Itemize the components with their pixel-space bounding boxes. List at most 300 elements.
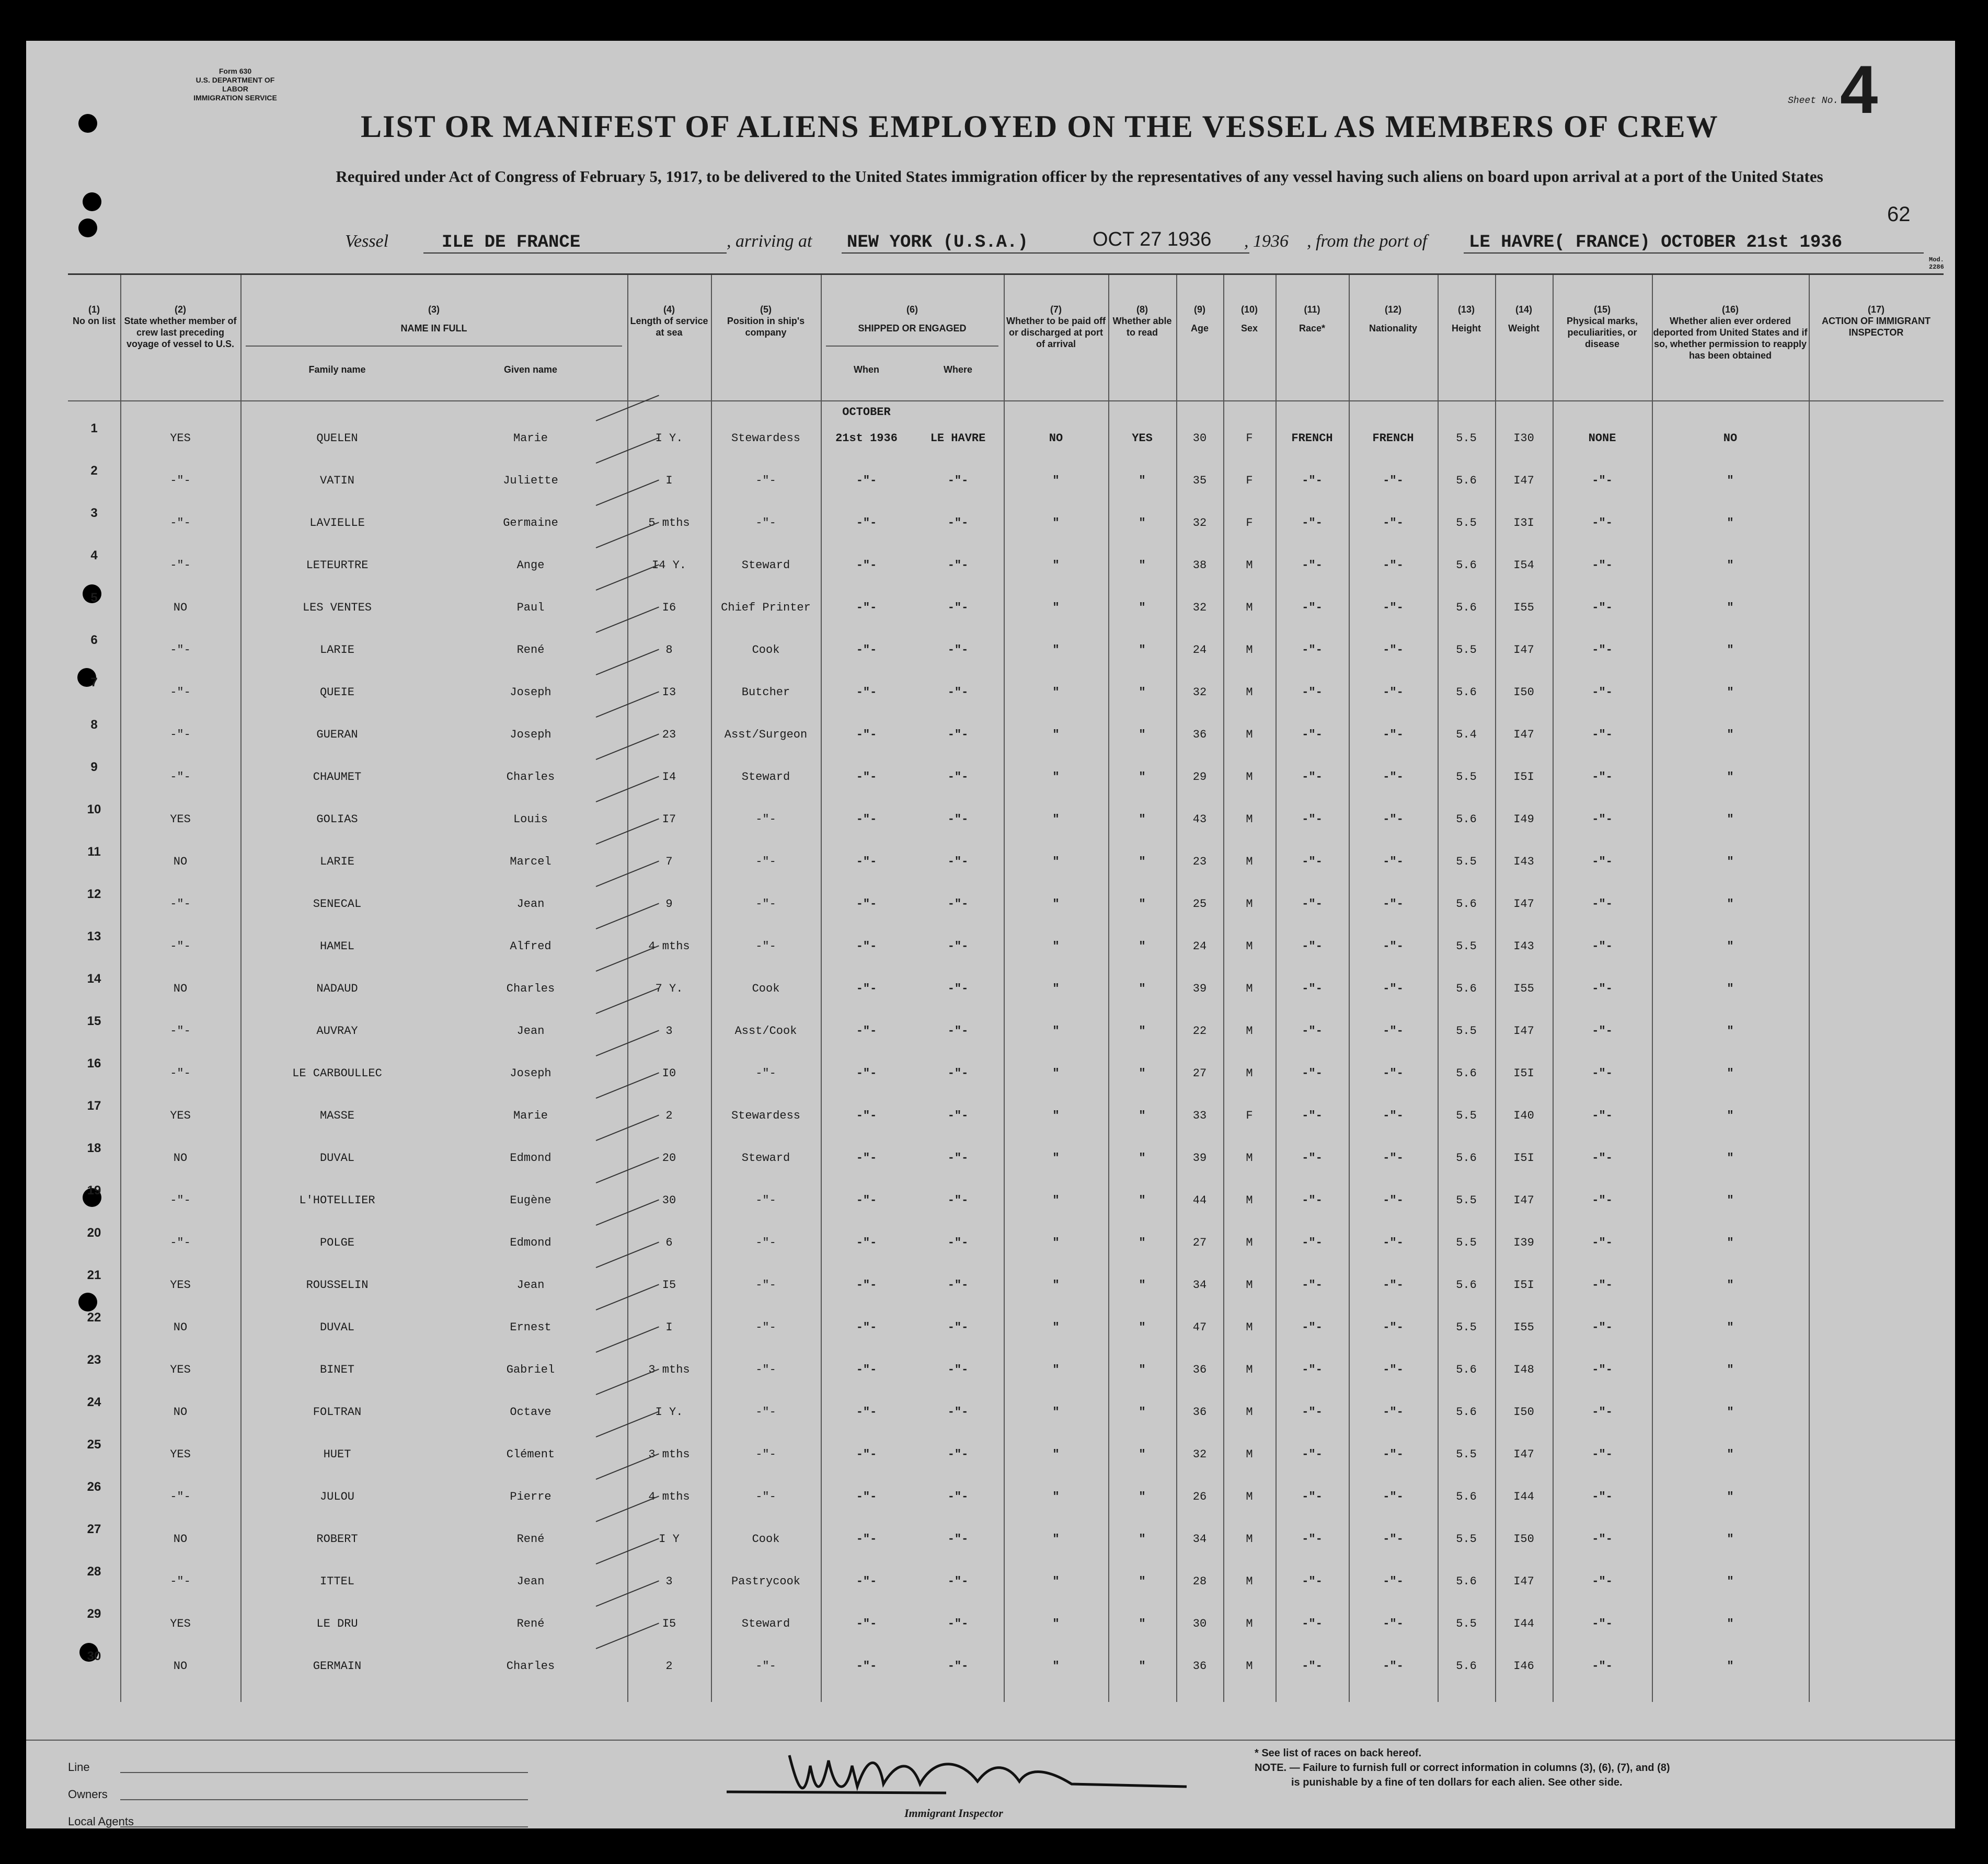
cell-sex: M (1246, 1025, 1253, 1038)
cell-family: QUEIE (319, 686, 354, 699)
cell-paid-off-ditto: " (1052, 898, 1060, 911)
cell-paid-off-ditto: " (1052, 1363, 1060, 1376)
cell-nationality-ditto: -"- (1383, 898, 1404, 911)
cell-marks-ditto: -"- (1592, 1533, 1613, 1546)
cell-paid-off-ditto: " (1052, 728, 1060, 741)
cell-service: 3 mths (648, 1448, 690, 1461)
cell-given: Joseph (510, 728, 551, 741)
cell-sex: M (1246, 855, 1253, 868)
cell-family: HUET (323, 1448, 351, 1461)
cell-deported-ditto: " (1727, 728, 1734, 741)
cell-paid-off-ditto: " (1052, 516, 1060, 530)
header-name: (3) NAME IN FULL (400, 304, 467, 333)
cell-marks-ditto: -"- (1592, 1406, 1613, 1419)
cell-nationality-ditto: -"- (1383, 559, 1404, 572)
cell-where-ditto: -"- (947, 474, 969, 487)
cell-weight: I44 (1513, 1617, 1534, 1630)
cell-position: Chief Printer (721, 601, 811, 614)
cell-race-ditto: -"- (1302, 1152, 1323, 1165)
cell-nationality-ditto: -"- (1383, 728, 1404, 741)
cell-service: 6 (665, 1236, 673, 1249)
cell-service: 4 mths (648, 940, 690, 953)
cell-family: VATIN (319, 474, 354, 487)
cell-family: BINET (319, 1363, 354, 1376)
cell-age: 28 (1192, 1575, 1207, 1588)
cell-where-ditto: -"- (947, 898, 969, 911)
cell-height: 5.5 (1456, 855, 1477, 868)
cell-position: -"- (755, 855, 776, 868)
cell-weight: I48 (1513, 1363, 1534, 1376)
header-shipped: (6) SHIPPED OR ENGAGED (858, 304, 967, 333)
cell-nationality-ditto: -"- (1383, 1321, 1404, 1334)
cell-height: 5.5 (1456, 1533, 1477, 1546)
cell-no: 23 (87, 1353, 101, 1367)
cell-deported: NO (1723, 432, 1738, 445)
form-number: Form 630 (219, 67, 252, 75)
cell-position: -"- (755, 474, 776, 487)
cell-sex: M (1246, 1067, 1253, 1080)
cell-when-ditto: -"- (856, 770, 877, 784)
cell-race-ditto: -"- (1302, 728, 1323, 741)
cell-nationality-ditto: -"- (1383, 1448, 1404, 1461)
cell-nationality-ditto: -"- (1383, 813, 1404, 826)
cell-prev: YES (170, 813, 191, 826)
cell-no: 4 (90, 548, 98, 562)
cell-position: -"- (755, 898, 776, 911)
cell-no: 17 (87, 1099, 101, 1113)
cell-given: Charles (506, 1660, 555, 1673)
cell-when-ditto: -"- (856, 1025, 877, 1038)
header-position: (5) Position in ship's company (727, 304, 805, 338)
cell-height: 5.6 (1456, 1406, 1477, 1419)
cell-weight: I3I (1513, 516, 1534, 530)
cell-read-ditto: " (1139, 1321, 1146, 1334)
cell-paid-off-ditto: " (1052, 1617, 1060, 1630)
cell-given: Juliette (503, 474, 558, 487)
punch-hole (83, 192, 101, 211)
cell-service: 5 mths (648, 516, 690, 530)
cell-marks: NONE (1588, 432, 1616, 445)
cell-position: -"- (755, 1406, 776, 1419)
cell-sex: M (1246, 1279, 1253, 1292)
cell-marks-ditto: -"- (1592, 728, 1613, 741)
cell-race-ditto: -"- (1302, 1236, 1323, 1249)
cell-sex: M (1246, 1617, 1253, 1630)
cell-marks-ditto: -"- (1592, 770, 1613, 784)
cell-race-ditto: -"- (1302, 1279, 1323, 1292)
cell-where-ditto: -"- (947, 1025, 969, 1038)
cell-age: 32 (1192, 686, 1207, 699)
cell-marks-ditto: -"- (1592, 1575, 1613, 1588)
cell-service: 20 (662, 1152, 676, 1165)
cell-age: 44 (1192, 1194, 1207, 1207)
cell-prev: -"- (170, 559, 191, 572)
cell-paid-off-ditto: " (1052, 1067, 1060, 1080)
cell-where-ditto: -"- (947, 1152, 969, 1165)
cell-no: 21 (87, 1268, 101, 1282)
cell-height: 5.6 (1456, 559, 1477, 572)
cell-weight: I46 (1513, 1660, 1534, 1673)
cell-height: 5.5 (1456, 1236, 1477, 1249)
cell-read-ditto: " (1139, 1363, 1146, 1376)
cell-age: 25 (1192, 898, 1207, 911)
cell-race-ditto: -"- (1302, 1067, 1323, 1080)
sheet-number-label: Sheet No. (1788, 96, 1839, 106)
cell-weight: I5I (1513, 770, 1534, 784)
cell-when-ditto: -"- (856, 1152, 877, 1165)
cell-prev: -"- (170, 516, 191, 530)
cell-family: HAMEL (319, 940, 354, 953)
cell-given: Charles (506, 770, 555, 784)
cell-prev: YES (170, 1617, 191, 1630)
cell-family: GOLIAS (316, 813, 358, 826)
cell-marks-ditto: -"- (1592, 601, 1613, 614)
cell-position: -"- (755, 813, 776, 826)
punch-hole (78, 114, 97, 133)
cell-paid-off-ditto: " (1052, 686, 1060, 699)
cell-weight: I47 (1513, 1575, 1534, 1588)
cell-position: -"- (755, 1660, 776, 1673)
cell-deported-ditto: " (1727, 643, 1734, 657)
cell-sex: M (1246, 1321, 1253, 1334)
cell-paid-off-ditto: " (1052, 1194, 1060, 1207)
cell-age: 32 (1192, 516, 1207, 530)
cell-given: Paul (516, 601, 545, 614)
cell-race-ditto: -"- (1302, 1490, 1323, 1503)
cell-no: 8 (90, 718, 98, 732)
cell-weight: I43 (1513, 940, 1534, 953)
cell-read-ditto: " (1139, 1025, 1146, 1038)
cell-weight: I55 (1513, 982, 1534, 995)
cell-sex: M (1246, 601, 1253, 614)
cell-position: Asst/Surgeon (724, 728, 808, 741)
cell-marks-ditto: -"- (1592, 1448, 1613, 1461)
cell-given: Ange (516, 559, 545, 572)
cell-race-ditto: -"- (1302, 516, 1323, 530)
cell-sex: M (1246, 1490, 1253, 1503)
cell-age: 36 (1192, 1363, 1207, 1376)
cell-age: 39 (1192, 1152, 1207, 1165)
cell-age: 39 (1192, 982, 1207, 995)
page-title: LIST OR MANIFEST OF ALIENS EMPLOYED ON THE VESSEL AS MEMBERS OF CREW (361, 109, 1719, 144)
cell-deported-ditto: " (1727, 1025, 1734, 1038)
cell-deported-ditto: " (1727, 770, 1734, 784)
cell-paid-off-ditto: " (1052, 1279, 1060, 1292)
cell-sex: M (1246, 1194, 1253, 1207)
cell-read-ditto: " (1139, 982, 1146, 995)
cell-nationality: FRENCH (1372, 432, 1414, 445)
cell-when-ditto: -"- (856, 1406, 877, 1419)
cell-weight: I55 (1513, 601, 1534, 614)
cell-weight: I43 (1513, 855, 1534, 868)
cell-sex: M (1246, 1660, 1253, 1673)
cell-paid-off-ditto: " (1052, 855, 1060, 868)
cell-nationality-ditto: -"- (1383, 1490, 1404, 1503)
cell-marks-ditto: -"- (1592, 982, 1613, 995)
cell-position: Butcher (741, 686, 790, 699)
cell-no: 12 (87, 887, 101, 901)
page-subtitle: Required under Act of Congress of February 5, 1917, to be delivered to the United States immigration officer by the representatives of any vessel having such aliens on board upon arrival at a port of the United States (336, 167, 1823, 186)
cell-service: 4 mths (648, 1490, 690, 1503)
cell-given: Alfred (510, 940, 551, 953)
cell-position: -"- (755, 1321, 776, 1334)
cell-height: 5.6 (1456, 898, 1477, 911)
cell-given: René (516, 1617, 545, 1630)
cell-position: -"- (755, 1279, 776, 1292)
cell-prev: YES (170, 1363, 191, 1376)
cell-position: Cook (752, 982, 780, 995)
header-prev-voyage: (2) State whether member of crew last preceding voyage of vessel to U.S. (124, 304, 237, 349)
cell-where-ditto: -"- (947, 1490, 969, 1503)
cell-given: Marie (513, 432, 548, 445)
cell-when-ditto: -"- (856, 1533, 877, 1546)
from-label: , from the port of (1307, 232, 1428, 251)
cell-nationality-ditto: -"- (1383, 1575, 1404, 1588)
cell-nationality-ditto: -"- (1383, 1194, 1404, 1207)
cell-height: 5.5 (1456, 1194, 1477, 1207)
header-height: (13) Height (1452, 304, 1481, 333)
header-nationality: (12) Nationality (1369, 304, 1417, 333)
cell-when-month: OCTOBER (842, 406, 891, 419)
cell-read-ditto: " (1139, 559, 1146, 572)
cell-paid-off: NO (1049, 432, 1063, 445)
cell-where-ditto: -"- (947, 940, 969, 953)
cell-when-ditto: -"- (856, 1363, 877, 1376)
cell-sex: M (1246, 1152, 1253, 1165)
cell-no: 9 (90, 760, 98, 774)
cell-given: René (516, 1533, 545, 1546)
cell-when-ditto: -"- (856, 601, 877, 614)
cell-family: ROUSSELIN (306, 1279, 369, 1292)
cell-service: 3 (665, 1575, 673, 1588)
cell-no: 18 (87, 1141, 101, 1155)
cell-service: 7 (665, 855, 673, 868)
cell-no: 27 (87, 1522, 101, 1536)
cell-prev: NO (173, 982, 188, 995)
cell-where-ditto: -"- (947, 1363, 969, 1376)
cell-height: 5.5 (1456, 1617, 1477, 1630)
cell-given: Gabriel (506, 1363, 555, 1376)
cell-when-ditto: -"- (856, 855, 877, 868)
cell-where-ditto: -"- (947, 1660, 969, 1673)
cell-service: I4 Y. (651, 559, 686, 572)
cell-read-ditto: " (1139, 686, 1146, 699)
crew-table (68, 273, 1944, 1702)
cell-family: SENECAL (313, 898, 362, 911)
cell-read-ditto: " (1139, 643, 1146, 657)
cell-sex: M (1246, 1533, 1253, 1546)
cell-weight: I5I (1513, 1067, 1534, 1080)
cell-race: FRENCH (1291, 432, 1333, 445)
cell-service: 30 (662, 1194, 676, 1207)
cell-nationality-ditto: -"- (1383, 1025, 1404, 1038)
cell-marks-ditto: -"- (1592, 559, 1613, 572)
header-deported: (16) Whether alien ever ordered deported from United States and if so, whether permission to reapply has been obtained (1653, 304, 1808, 361)
cell-deported-ditto: " (1727, 601, 1734, 614)
cell-age: 36 (1192, 1660, 1207, 1673)
cell-marks-ditto: -"- (1592, 1660, 1613, 1673)
cell-where-ditto: -"- (947, 728, 969, 741)
cell-prev: YES (170, 1279, 191, 1292)
cell-height: 5.5 (1456, 432, 1477, 445)
cell-height: 5.6 (1456, 1490, 1477, 1503)
cell-read-ditto: " (1139, 813, 1146, 826)
cell-race-ditto: -"- (1302, 813, 1323, 826)
cell-weight: I39 (1513, 1236, 1534, 1249)
cell-weight: I40 (1513, 1109, 1534, 1122)
cell-race-ditto: -"- (1302, 1448, 1323, 1461)
header-family-name: Family name (308, 364, 366, 375)
cell-when-ditto: -"- (856, 559, 877, 572)
cell-service: I (665, 1321, 673, 1334)
cell-given: Edmond (510, 1236, 551, 1249)
cell-service: I Y. (655, 1406, 683, 1419)
cell-race-ditto: -"- (1302, 1363, 1323, 1376)
cell-no: 29 (87, 1607, 101, 1621)
cell-given: Eugène (510, 1194, 551, 1207)
form-department: U.S. DEPARTMENT OF LABOR (196, 76, 275, 93)
cell-race-ditto: -"- (1302, 982, 1323, 995)
cell-height: 5.5 (1456, 1025, 1477, 1038)
cell-prev: -"- (170, 1067, 191, 1080)
cell-given: Marie (513, 1109, 548, 1122)
cell-service: I (665, 474, 673, 487)
cell-when-ditto: -"- (856, 940, 877, 953)
cell-when-ditto: -"- (856, 813, 877, 826)
cell-age: 27 (1192, 1236, 1207, 1249)
header-no: (1) No on list (73, 304, 116, 326)
cell-sex: M (1246, 770, 1253, 784)
cell-sex: M (1246, 813, 1253, 826)
cell-service: I5 (662, 1279, 676, 1292)
cell-weight: I49 (1513, 813, 1534, 826)
cell-when-ditto: -"- (856, 1279, 877, 1292)
cell-marks-ditto: -"- (1592, 940, 1613, 953)
footer-line-label: Line (68, 1761, 90, 1774)
cell-family: JULOU (319, 1490, 354, 1503)
cell-given: Louis (513, 813, 548, 826)
cell-no: 28 (87, 1564, 101, 1579)
cell-height: 5.6 (1456, 1279, 1477, 1292)
cell-age: 35 (1192, 474, 1207, 487)
cell-no: 5 (90, 591, 98, 605)
cell-nationality-ditto: -"- (1383, 940, 1404, 953)
cell-weight: I5I (1513, 1279, 1534, 1292)
sheet-number-value: 4 (1840, 51, 1878, 128)
header-sex: (10) Sex (1240, 304, 1258, 333)
cell-where-ditto: -"- (947, 1067, 969, 1080)
cell-race-ditto: -"- (1302, 1575, 1323, 1588)
cell-nationality-ditto: -"- (1383, 1660, 1404, 1673)
note-label: NOTE. (1255, 1762, 1287, 1774)
header-inspector-action: (17) ACTION OF IMMIGRANT INSPECTOR (1822, 304, 1930, 338)
cell-prev: -"- (170, 686, 191, 699)
cell-when-ditto: -"- (856, 1490, 877, 1503)
cell-nationality-ditto: -"- (1383, 1533, 1404, 1546)
cell-deported-ditto: " (1727, 1194, 1734, 1207)
cell-paid-off-ditto: " (1052, 601, 1060, 614)
cell-family: DUVAL (319, 1152, 354, 1165)
cell-marks-ditto: -"- (1592, 1067, 1613, 1080)
cell-position: -"- (755, 1067, 776, 1080)
cell-sex: M (1246, 559, 1253, 572)
cell-service: 2 (665, 1109, 673, 1122)
cell-service: 23 (662, 728, 676, 741)
cell-position: Cook (752, 1533, 780, 1546)
cell-where: LE HAVRE (930, 432, 986, 445)
cell-read: YES (1132, 432, 1153, 445)
cell-given: Germaine (503, 516, 558, 530)
cell-family: ROBERT (316, 1533, 358, 1546)
cell-nationality-ditto: -"- (1383, 855, 1404, 868)
cell-deported-ditto: " (1727, 982, 1734, 995)
cell-no: 3 (90, 506, 98, 520)
cell-read-ditto: " (1139, 1575, 1146, 1588)
cell-prev: NO (173, 1152, 188, 1165)
cell-age: 30 (1192, 1617, 1207, 1630)
cell-position: Cook (752, 643, 780, 657)
cell-deported-ditto: " (1727, 1575, 1734, 1588)
cell-read-ditto: " (1139, 516, 1146, 530)
cell-marks-ditto: -"- (1592, 898, 1613, 911)
cell-no: 25 (87, 1437, 101, 1452)
cell-where-ditto: -"- (947, 1236, 969, 1249)
cell-family: FOLTRAN (313, 1406, 362, 1419)
cell-height: 5.5 (1456, 1448, 1477, 1461)
cell-service: I5 (662, 1617, 676, 1630)
cell-when-ditto: -"- (856, 643, 877, 657)
cell-deported-ditto: " (1727, 559, 1734, 572)
cell-weight: I47 (1513, 1194, 1534, 1207)
cell-height: 5.6 (1456, 686, 1477, 699)
cell-position: Steward (741, 559, 790, 572)
cell-race-ditto: -"- (1302, 1025, 1323, 1038)
cell-marks-ditto: -"- (1592, 1236, 1613, 1249)
cell-given: Ernest (510, 1321, 551, 1334)
inspector-label: Immigrant Inspector (904, 1807, 1003, 1820)
cell-read-ditto: " (1139, 940, 1146, 953)
cell-family: LE CARBOULLEC (292, 1067, 382, 1080)
cell-height: 5.6 (1456, 1660, 1477, 1673)
cell-height: 5.5 (1456, 770, 1477, 784)
cell-given: Marcel (510, 855, 551, 868)
cell-deported-ditto: " (1727, 1617, 1734, 1630)
cell-marks-ditto: -"- (1592, 1321, 1613, 1334)
cell-sex: M (1246, 1406, 1253, 1419)
cell-where-ditto: -"- (947, 1575, 969, 1588)
cell-sex: F (1246, 432, 1253, 445)
cell-height: 5.5 (1456, 1109, 1477, 1122)
cell-when-ditto: -"- (856, 474, 877, 487)
cell-race-ditto: -"- (1302, 643, 1323, 657)
cell-age: 26 (1192, 1490, 1207, 1503)
cell-age: 30 (1192, 432, 1207, 445)
cell-no: 1 (90, 421, 98, 435)
cell-given: Joseph (510, 1067, 551, 1080)
cell-age: 36 (1192, 1406, 1207, 1419)
cell-sex: M (1246, 1575, 1253, 1588)
cell-marks-ditto: -"- (1592, 1490, 1613, 1503)
cell-service: I Y. (655, 432, 683, 445)
cell-age: 32 (1192, 1448, 1207, 1461)
cell-weight: I47 (1513, 474, 1534, 487)
cell-deported-ditto: " (1727, 474, 1734, 487)
date-stamp: OCT 27 1936 (1093, 228, 1212, 250)
cell-given: Edmond (510, 1152, 551, 1165)
cell-when-ditto: -"- (856, 686, 877, 699)
cell-position: -"- (755, 1363, 776, 1376)
cell-prev: NO (173, 601, 188, 614)
